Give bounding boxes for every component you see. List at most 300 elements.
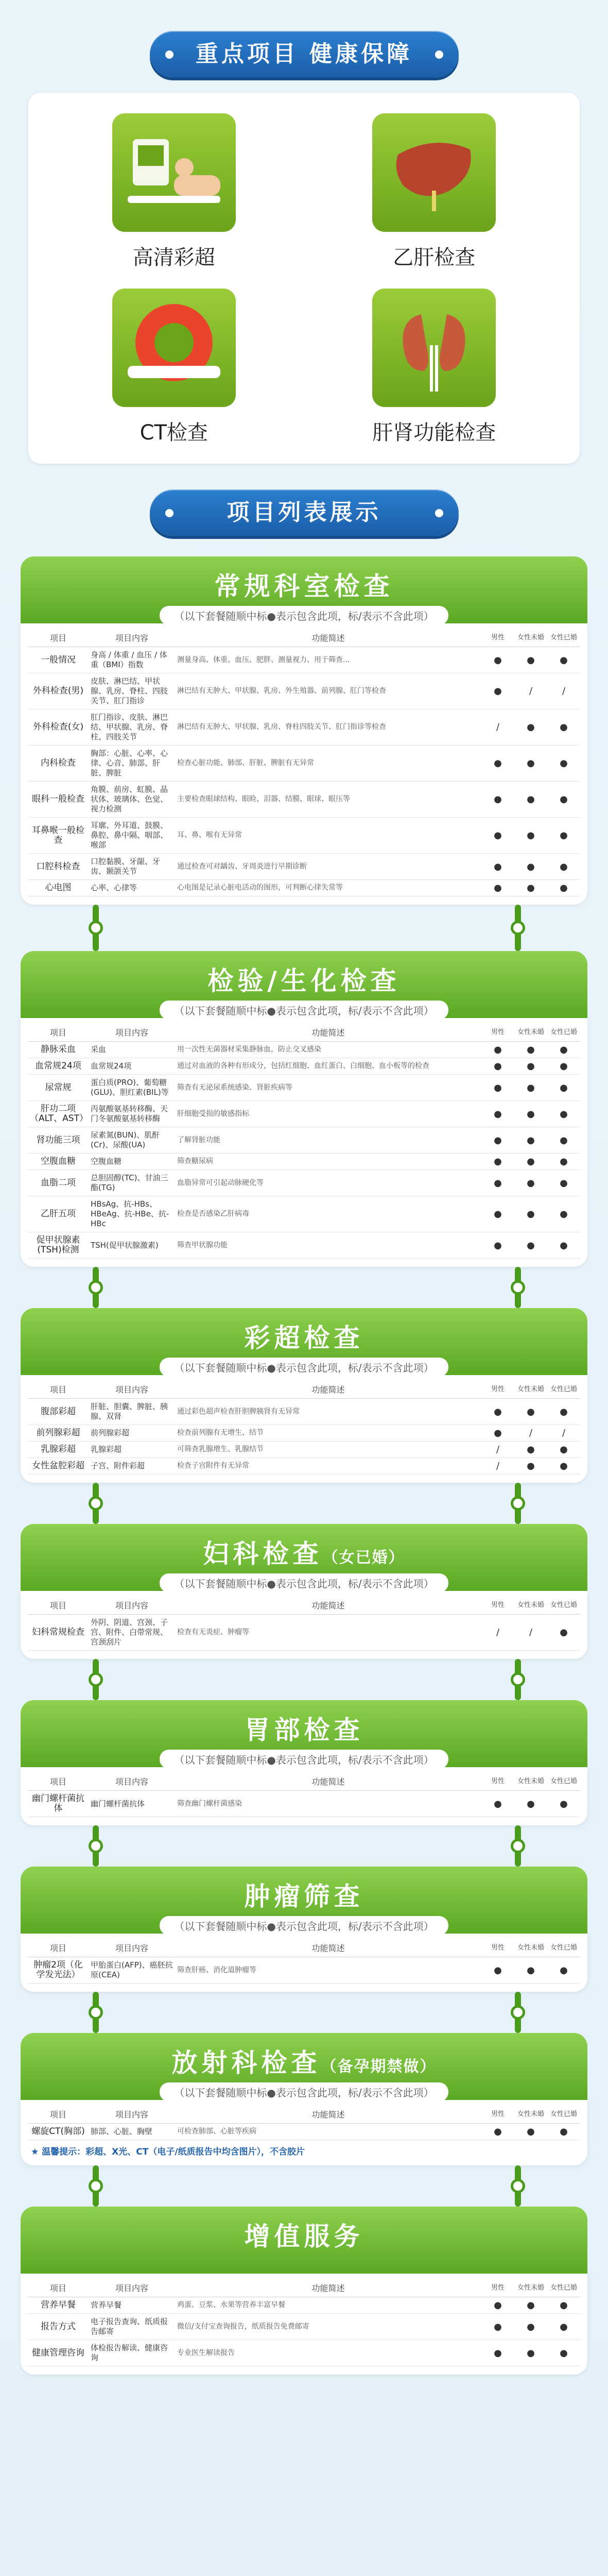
row-inclusion-mark: ● (547, 745, 580, 782)
exam-section (21, 1867, 587, 1992)
connector-ring (511, 1839, 525, 1853)
column-header: 男性 (481, 1772, 514, 1791)
column-header: 项目内容 (89, 1939, 175, 1957)
row-description: 通过对血液的各种有形成分，包括红细胞、血红蛋白、白细胞、血小板等的检查 (175, 1058, 481, 1075)
column-header: 男性 (481, 1939, 514, 1957)
table-row (28, 1170, 580, 1196)
item-list-header: 项目列表展示 (150, 489, 459, 536)
ultrasound-icon (112, 113, 236, 232)
row-description: 主要检查眼球结构、眼睑、泪器、结膜、眼球、眼压等 (175, 782, 481, 818)
column-header: 功能简述 (175, 629, 481, 647)
row-inclusion-mark: ● (547, 1101, 580, 1127)
exam-table (28, 1596, 580, 1651)
row-inclusion-mark: ● (547, 1957, 580, 1984)
exam-table (28, 629, 580, 896)
row-inclusion-mark: ● (514, 2340, 547, 2366)
exam-section (21, 2033, 587, 2165)
section-title-text: 彩超检查 (244, 1323, 364, 1353)
section-body (21, 1591, 587, 1659)
row-items: 电子报告查询、纸质报告邮寄 (89, 2314, 175, 2340)
connector-ring (511, 1280, 525, 1295)
row-description: 淋巴结有无肿大、甲状腺、乳房、脊柱四肢关节、肛门指诊等检查 (175, 709, 481, 745)
row-inclusion-mark: ● (514, 854, 547, 880)
row-items: 体检报告解读、健康咨询 (89, 2340, 175, 2366)
row-description: 可检查肺部、心脏等疾病 (175, 2124, 481, 2140)
row-items: 肛门指诊、皮肤、淋巴结、甲状腺、乳房、脊柱、四肢关节 (89, 709, 175, 745)
row-inclusion-mark: ● (514, 1232, 547, 1259)
row-category: 腹部彩超 (28, 1399, 89, 1425)
row-inclusion-mark: ● (547, 1442, 580, 1458)
connector-ring (89, 1672, 103, 1687)
row-category: 螺旋CT(胸部) (28, 2124, 89, 2140)
row-category: 一般情况 (28, 647, 89, 673)
row-inclusion-mark: ● (481, 1058, 514, 1075)
row-inclusion-mark: ● (481, 2340, 514, 2366)
row-category: 血常规24项 (28, 1058, 89, 1075)
row-inclusion-mark: ● (514, 1170, 547, 1196)
exam-section (21, 1700, 587, 1825)
column-header: 女性未婚 (514, 2105, 547, 2124)
row-inclusion-mark: ● (481, 1127, 514, 1154)
connector-ring (89, 2005, 103, 2020)
exam-table (28, 1772, 580, 1817)
column-header: 女性未婚 (514, 1023, 547, 1042)
section-legend: （以下套餐随顺中标●表示包含此项，标/表示不含此项） (160, 1916, 448, 1935)
column-header: 项目 (28, 1023, 89, 1042)
row-inclusion-mark: ● (481, 1170, 514, 1196)
column-header: 项目内容 (89, 2105, 175, 2124)
row-category: 口腔科检查 (28, 854, 89, 880)
row-items: 耳廓、外耳道、鼓膜、鼻腔、鼻中隔、咽部、喉部 (89, 818, 175, 854)
row-category: 耳鼻喉一般检查 (28, 818, 89, 854)
section-title (21, 1308, 587, 1354)
row-description: 了解肾脏功能 (175, 1127, 481, 1154)
section-title (21, 1700, 587, 1747)
table-row (28, 1101, 580, 1127)
row-inclusion-mark: ● (481, 1791, 514, 1817)
row-category: 乳腺彩超 (28, 1442, 89, 1458)
section-legend: （以下套餐随顺中标●表示包含此项，标/表示不含此项） (160, 2082, 448, 2102)
row-inclusion-mark: ● (514, 1399, 547, 1425)
row-inclusion-mark: ● (547, 1458, 580, 1475)
table-row (28, 1075, 580, 1101)
row-inclusion-mark: ● (514, 647, 547, 673)
row-items: 采血 (89, 1042, 175, 1058)
column-header: 男性 (481, 1596, 514, 1615)
row-inclusion-mark: ● (481, 745, 514, 782)
row-inclusion-mark: ● (481, 1101, 514, 1127)
column-header: 项目 (28, 1380, 89, 1399)
ct-scanner-icon (112, 289, 236, 407)
column-header: 女性已婚 (547, 2105, 580, 2124)
column-header: 女性未婚 (514, 629, 547, 647)
row-description: 筛查幽门螺杆菌感染 (175, 1791, 481, 1817)
column-header: 项目 (28, 1772, 89, 1791)
section-body (21, 1375, 587, 1483)
row-inclusion-mark: ● (514, 1058, 547, 1075)
row-inclusion-mark: ● (481, 1425, 514, 1442)
column-header: 女性未婚 (514, 2279, 547, 2297)
feature-label: 高清彩超 (132, 246, 215, 269)
row-description: 筛查甲状腺功能 (175, 1232, 481, 1259)
row-inclusion-mark: ● (547, 2297, 580, 2314)
column-header: 女性已婚 (547, 1939, 580, 1957)
section-header (21, 951, 587, 1018)
row-inclusion-mark: ● (481, 673, 514, 709)
table-row (28, 709, 580, 745)
section-header (21, 1308, 587, 1375)
row-items: 肺部、心脏、胸壁 (89, 2124, 175, 2140)
table-row (28, 818, 580, 854)
row-inclusion-mark: ● (547, 880, 580, 896)
row-inclusion-mark: / (514, 673, 547, 709)
row-inclusion-mark: ● (514, 818, 547, 854)
row-items: 口腔黏膜、牙龈、牙齿、颞颌关节 (89, 854, 175, 880)
section-body (21, 2100, 587, 2165)
row-items: 丙氨酸氨基转移酶、天门冬氨酸氨基转移酶 (89, 1101, 175, 1127)
section-title-text: 肿瘤筛查 (244, 1882, 364, 1911)
row-inclusion-mark: ● (547, 709, 580, 745)
column-header: 女性未婚 (514, 1596, 547, 1615)
row-category: 静脉采血 (28, 1042, 89, 1058)
column-header: 项目内容 (89, 629, 175, 647)
table-row (28, 854, 580, 880)
row-inclusion-mark: ● (481, 1232, 514, 1259)
row-inclusion-mark: ● (547, 1196, 580, 1232)
section-title-note: （备孕期禁做） (321, 2058, 437, 2076)
section-title (21, 556, 587, 603)
kidney-icon (372, 289, 496, 407)
column-header: 女性已婚 (547, 1772, 580, 1791)
row-description: 肝细胞受损的敏感指标 (175, 1101, 481, 1127)
connector-ring (511, 921, 525, 935)
row-category: 尿常规 (28, 1075, 89, 1101)
column-header: 男性 (481, 2279, 514, 2297)
connector-ring (89, 1280, 103, 1295)
feature-label: 乙肝检查 (393, 246, 476, 269)
column-header: 女性未婚 (514, 1772, 547, 1791)
sections-container (0, 556, 608, 2375)
section-title (21, 951, 587, 997)
row-inclusion-mark: ● (481, 647, 514, 673)
exam-section (21, 556, 587, 905)
liver-icon (372, 113, 496, 232)
row-description: 通过彩色超声检查肝胆脾胰肾有无异常 (175, 1399, 481, 1425)
row-description: 筛查有无泌尿系统感染、肾脏疾病等 (175, 1075, 481, 1101)
row-category: 报告方式 (28, 2314, 89, 2340)
row-category: 营养早餐 (28, 2297, 89, 2314)
row-category: 幽门螺杆菌抗体 (28, 1791, 89, 1817)
row-category: 眼科一般检查 (28, 782, 89, 818)
connector-ring (511, 1672, 525, 1687)
table-row (28, 1791, 580, 1817)
section-title (21, 1867, 587, 1913)
row-inclusion-mark: / (481, 1442, 514, 1458)
row-inclusion-mark: ● (514, 2297, 547, 2314)
row-description: 心电图是记录心脏电活动的图形，可判断心律失常等 (175, 880, 481, 896)
row-description: 筛查糖尿病 (175, 1154, 481, 1170)
row-inclusion-mark: ● (547, 2314, 580, 2340)
row-inclusion-mark: / (547, 1425, 580, 1442)
row-inclusion-mark: / (481, 1458, 514, 1475)
row-description: 检查心脏功能、肺部、肝脏、脾脏有无异常 (175, 745, 481, 782)
row-category: 肿瘤2项（化学发光法） (28, 1957, 89, 1984)
row-inclusion-mark: ● (514, 880, 547, 896)
feature-liver-kidney[interactable] (315, 289, 554, 448)
row-category: 妇科常规检查 (28, 1615, 89, 1651)
table-row (28, 1442, 580, 1458)
column-header: 功能简述 (175, 1772, 481, 1791)
exam-section (21, 2207, 587, 2375)
section-title-text: 胃部检查 (244, 1715, 364, 1745)
row-description: 测量身高、体重、血压、肥胖、测量视力、用于筛查... (175, 647, 481, 673)
column-header: 项目内容 (89, 1596, 175, 1615)
column-header: 男性 (481, 1023, 514, 1042)
column-header: 女性已婚 (547, 629, 580, 647)
column-header: 项目 (28, 1939, 89, 1957)
row-items: 乳腺彩超 (89, 1442, 175, 1458)
section-title-text: 增值服务 (244, 2222, 364, 2251)
row-inclusion-mark: ● (481, 2124, 514, 2140)
section-header (21, 2207, 587, 2274)
row-inclusion-mark: ● (514, 709, 547, 745)
section-title (21, 2207, 587, 2253)
table-row (28, 1127, 580, 1154)
exam-section (21, 1308, 587, 1483)
column-header: 功能简述 (175, 1023, 481, 1042)
row-description: 检查是否感染乙肝病毒 (175, 1196, 481, 1232)
row-category: 女性盆腔彩超 (28, 1458, 89, 1475)
section-header (21, 2033, 587, 2100)
row-inclusion-mark: ● (481, 854, 514, 880)
connector-ring (511, 2005, 525, 2020)
row-inclusion-mark: ● (547, 2340, 580, 2366)
connector-ring (89, 2179, 103, 2193)
row-inclusion-mark: ● (547, 1127, 580, 1154)
row-inclusion-mark: ● (481, 1399, 514, 1425)
table-row (28, 1196, 580, 1232)
row-description: 微信/支付宝查询报告，纸质报告免费邮寄 (175, 2314, 481, 2340)
table-row (28, 673, 580, 709)
column-header: 项目 (28, 2105, 89, 2124)
section-title (21, 1524, 587, 1570)
column-header: 女性已婚 (547, 1596, 580, 1615)
column-header: 项目 (28, 1596, 89, 1615)
column-header: 功能简述 (175, 2279, 481, 2297)
row-category: 促甲状腺素(TSH)检测 (28, 1232, 89, 1259)
row-items: 前列腺彩超 (89, 1425, 175, 1442)
feature-label: 肝肾功能检查 (372, 421, 496, 445)
row-category: 前列腺彩超 (28, 1425, 89, 1442)
section-legend: （以下套餐随顺中标●表示包含此项，标/表示不含此项） (160, 1358, 448, 1377)
row-inclusion-mark: ● (514, 1196, 547, 1232)
row-items: 外阴、阴道、宫颈、子宫、附件、白带常规、宫颈刮片 (89, 1615, 175, 1651)
row-inclusion-mark: ● (514, 1101, 547, 1127)
section-title-text: 检验/生化检查 (207, 966, 401, 996)
row-description: 筛查肝癌、消化道肿瘤等 (175, 1957, 481, 1984)
row-inclusion-mark: ● (514, 1127, 547, 1154)
row-items: 肝脏、胆囊、脾脏、胰腺、双肾 (89, 1399, 175, 1425)
connector-ring (511, 2179, 525, 2193)
row-description: 检查子宫附件有无异常 (175, 1458, 481, 1475)
column-header: 功能简述 (175, 1596, 481, 1615)
row-inclusion-mark: ● (547, 1791, 580, 1817)
row-inclusion-mark: ● (547, 1615, 580, 1651)
row-inclusion-mark: ● (547, 1170, 580, 1196)
row-description: 淋巴结有无肿大、甲状腺、乳房、外生殖器、前列腺、肛门等检查 (175, 673, 481, 709)
column-header: 男性 (481, 1380, 514, 1399)
column-header: 项目 (28, 629, 89, 647)
key-items-header: 重点项目 健康保障 (150, 31, 459, 77)
connector-ring (89, 1496, 103, 1511)
section-body (21, 1767, 587, 1825)
row-inclusion-mark: ● (514, 1042, 547, 1058)
row-inclusion-mark: ● (547, 2124, 580, 2140)
row-inclusion-mark: ● (514, 782, 547, 818)
table-row (28, 1399, 580, 1425)
column-header: 男性 (481, 2105, 514, 2124)
table-row (28, 2297, 580, 2314)
row-inclusion-mark: ● (481, 1075, 514, 1101)
row-inclusion-mark: / (514, 1425, 547, 1442)
row-inclusion-mark: ● (547, 854, 580, 880)
column-header: 男性 (481, 629, 514, 647)
row-inclusion-mark: ● (481, 782, 514, 818)
row-category: 肝功二项（ALT、AST） (28, 1101, 89, 1127)
column-header: 项目内容 (89, 1380, 175, 1399)
table-row (28, 2314, 580, 2340)
row-inclusion-mark: ● (481, 880, 514, 896)
section-header (21, 556, 587, 623)
table-row (28, 880, 580, 896)
row-inclusion-mark: ● (547, 818, 580, 854)
row-items: 心率、心律等 (89, 880, 175, 896)
row-items: 胸部：心脏、心率、心律、心音、肺部、肝脏、脾脏 (89, 745, 175, 782)
column-header: 女性已婚 (547, 2279, 580, 2297)
row-inclusion-mark: ● (547, 782, 580, 818)
row-inclusion-mark: ● (547, 1399, 580, 1425)
row-category: 外科检查(男) (28, 673, 89, 709)
row-description: 专业医生解读报告 (175, 2340, 481, 2366)
row-items: 幽门螺杆菌抗体 (89, 1791, 175, 1817)
row-items: 皮肤、淋巴结、甲状腺、乳房、脊柱、四肢关节、肛门指诊 (89, 673, 175, 709)
exam-table (28, 2105, 580, 2140)
exam-section (21, 951, 587, 1267)
section-title-text: 放射科检查 (171, 2048, 321, 2078)
row-inclusion-mark: ● (514, 745, 547, 782)
exam-table (28, 2279, 580, 2366)
table-row (28, 2340, 580, 2366)
feature-panel (28, 93, 580, 464)
row-items: 营养早餐 (89, 2297, 175, 2314)
feature-hepatitis-b[interactable] (315, 113, 554, 273)
feature-label: CT检查 (140, 421, 208, 445)
connector-ring (511, 1496, 525, 1511)
column-header: 功能简述 (175, 1380, 481, 1399)
column-header: 女性已婚 (547, 1023, 580, 1042)
column-header: 项目内容 (89, 2279, 175, 2297)
feature-ultrasound[interactable] (54, 113, 294, 273)
row-category: 健康管理咨询 (28, 2340, 89, 2366)
exam-table (28, 1023, 580, 1259)
row-inclusion-mark: ● (481, 1196, 514, 1232)
row-description: 血脂异常可引起动脉硬化等 (175, 1170, 481, 1196)
section-header (21, 1524, 587, 1591)
row-inclusion-mark: ● (481, 1042, 514, 1058)
section-body (21, 1018, 587, 1267)
row-inclusion-mark: ● (547, 1075, 580, 1101)
section-legend: （以下套餐随顺中标●表示包含此项，标/表示不含此项） (160, 606, 448, 625)
exam-section (21, 1524, 587, 1659)
row-items: 甲胎蛋白(AFP)、癌胚抗原(CEA) (89, 1957, 175, 1984)
section-header (21, 1867, 587, 1934)
column-header: 功能简述 (175, 2105, 481, 2124)
row-description: 检查有无炎症、肿瘤等 (175, 1615, 481, 1651)
row-inclusion-mark: ● (514, 2314, 547, 2340)
exam-table (28, 1939, 580, 1984)
row-category: 乙肝五项 (28, 1196, 89, 1232)
section-body (21, 623, 587, 905)
column-header: 女性未婚 (514, 1939, 547, 1957)
row-category: 血脂二项 (28, 1170, 89, 1196)
row-description: 通过检查可对龋齿、牙周炎进行早期诊断 (175, 854, 481, 880)
row-inclusion-mark: ● (514, 1154, 547, 1170)
column-header: 项目内容 (89, 1023, 175, 1042)
section-legend: （以下套餐随顺中标●表示包含此项，标/表示不含此项） (160, 1001, 448, 1020)
column-header: 项目内容 (89, 1772, 175, 1791)
table-row (28, 1957, 580, 1984)
column-header: 女性未婚 (514, 1380, 547, 1399)
row-description: 用一次性无菌器材采集静脉血，防止交叉感染 (175, 1042, 481, 1058)
section-body (21, 2274, 587, 2375)
column-header: 女性已婚 (547, 1380, 580, 1399)
section-legend: （以下套餐随顺中标●表示包含此项，标/表示不含此项） (160, 1750, 448, 1769)
row-items: 尿素氮(BUN)、肌酐(Cr)、尿酸(UA) (89, 1127, 175, 1154)
page (0, 31, 608, 2576)
section-title-text: 常规科室检查 (214, 571, 394, 601)
row-description: 耳、鼻、喉有无异常 (175, 818, 481, 854)
section-legend: （以下套餐随顺中标●表示包含此项，标/表示不含此项） (160, 1573, 448, 1592)
section-header (21, 1700, 587, 1767)
row-inclusion-mark: ● (481, 2297, 514, 2314)
table-row (28, 1154, 580, 1170)
column-header: 功能简述 (175, 1939, 481, 1957)
feature-ct[interactable] (54, 289, 294, 448)
row-category: 内科检查 (28, 745, 89, 782)
row-items: 身高 / 体重 / 血压 / 体重（BMI）指数 (89, 647, 175, 673)
row-inclusion-mark: / (481, 1615, 514, 1651)
table-row (28, 1232, 580, 1259)
row-inclusion-mark: / (481, 709, 514, 745)
row-items: 角膜、前房、虹膜、晶状体、玻璃体、色觉、视力检测 (89, 782, 175, 818)
table-row (28, 1425, 580, 1442)
table-row (28, 1042, 580, 1058)
row-category: 空腹血糖 (28, 1154, 89, 1170)
table-row (28, 745, 580, 782)
row-inclusion-mark: ● (514, 1458, 547, 1475)
row-items: 总胆固醇(TC)、甘油三酯(TG) (89, 1170, 175, 1196)
row-inclusion-mark: ● (514, 1791, 547, 1817)
row-inclusion-mark: ● (481, 1957, 514, 1984)
row-items: HBsAg、抗-HBs、HBeAg、抗-HBe、抗-HBc (89, 1196, 175, 1232)
section-title-text: 妇科检查 (203, 1539, 323, 1569)
section-body (21, 1934, 587, 1992)
exam-table (28, 1380, 580, 1475)
section-title-note: （女已婚） (322, 1549, 405, 1567)
section-note: ★ 温馨提示：彩超、X光、CT（电子/纸质报告中均含图片），不含胶片 (31, 2147, 305, 2157)
table-row (28, 1058, 580, 1075)
column-header: 项目 (28, 2279, 89, 2297)
